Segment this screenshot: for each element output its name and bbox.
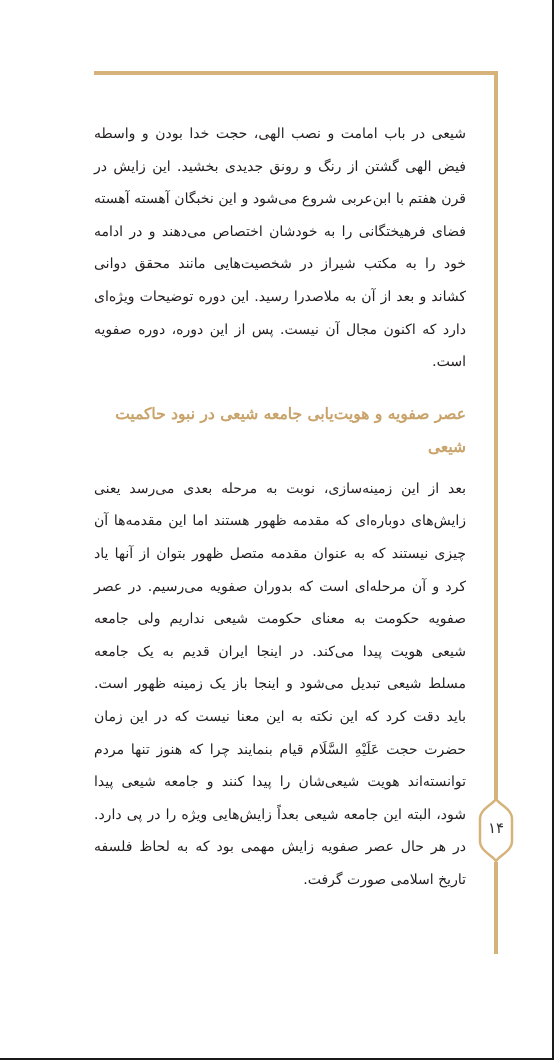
paragraph-intro: شیعی در باب امامت و نصب الهی، حجت خدا بودن و واسطه فیض الهی گشتن از رنگ و رونق جدیدی بخشید. این زایش در قرن هفتم با ابن‌عربی شروع می‌شود و این نخبگان آهسته آهسته فضای فرهیختگانی را به خودشان اختصاص می‌دهند و در ادامه خود را به مکتب شیراز در شخصیت‌هایی مانند محقق دوانی کشاند و بعد از آن به ملاصدرا رسید. این دوره توضیحات ویژه‌ای دارد که اکنون مجال آن نیست. پس از این دوره، دوره صفویه است. xyxy=(94,126,466,371)
decorative-frame-right xyxy=(494,71,498,799)
section-heading: عصر صفویه و هویت‌یابی جامعه شیعی در نبود حاکمیت شیعی xyxy=(115,403,466,456)
paragraph-safavid: بعد از این زمینه‌سازی، نوبت به مرحله بعدی می‌رسد یعنی زایش‌های دوباره‌ای که مقدمه ظهور هستند اما این مقدمه‌ها آن چیزی نیستند که به عنوان مقدمه متصل ظهور بتوان از آنها یاد کرد و آن مرحله‌ای است که بدوران صفویه می‌رسیم. در عصر صفویه حکومت به معنای حکومت شیعی نداریم ولی جامعه شیعی هویت پیدا می‌کند. در اینجا ایران قدیم به یک جامعه مسلط شیعی تبدیل می‌شود و اینجا باز یک زمینه ظهور است. باید دقت کرد که این نکته به این معنا نیست که در این زمان حضرت حجت عَلَیْهِ السَّلَام قیام بنمایند چرا که هنوز تنها مردم توانسته‌اند هویت شیعی‌شان را پیدا کنند و جامعه شیعی پیدا شود، البته این جامعه شیعی بعداً زایش‌هایی ویژه را در پی دارد. در هر حال عصر صفویه زایش مهمی بود که به لحاظ فلسفه تاریخ اسلامی صورت گرفت. xyxy=(94,480,466,888)
decorative-frame-right-lower xyxy=(494,862,498,954)
page-number-badge xyxy=(478,797,514,863)
decorative-frame-top xyxy=(94,71,498,75)
page-number: ۱۴ xyxy=(487,819,505,837)
document-body xyxy=(94,118,466,896)
